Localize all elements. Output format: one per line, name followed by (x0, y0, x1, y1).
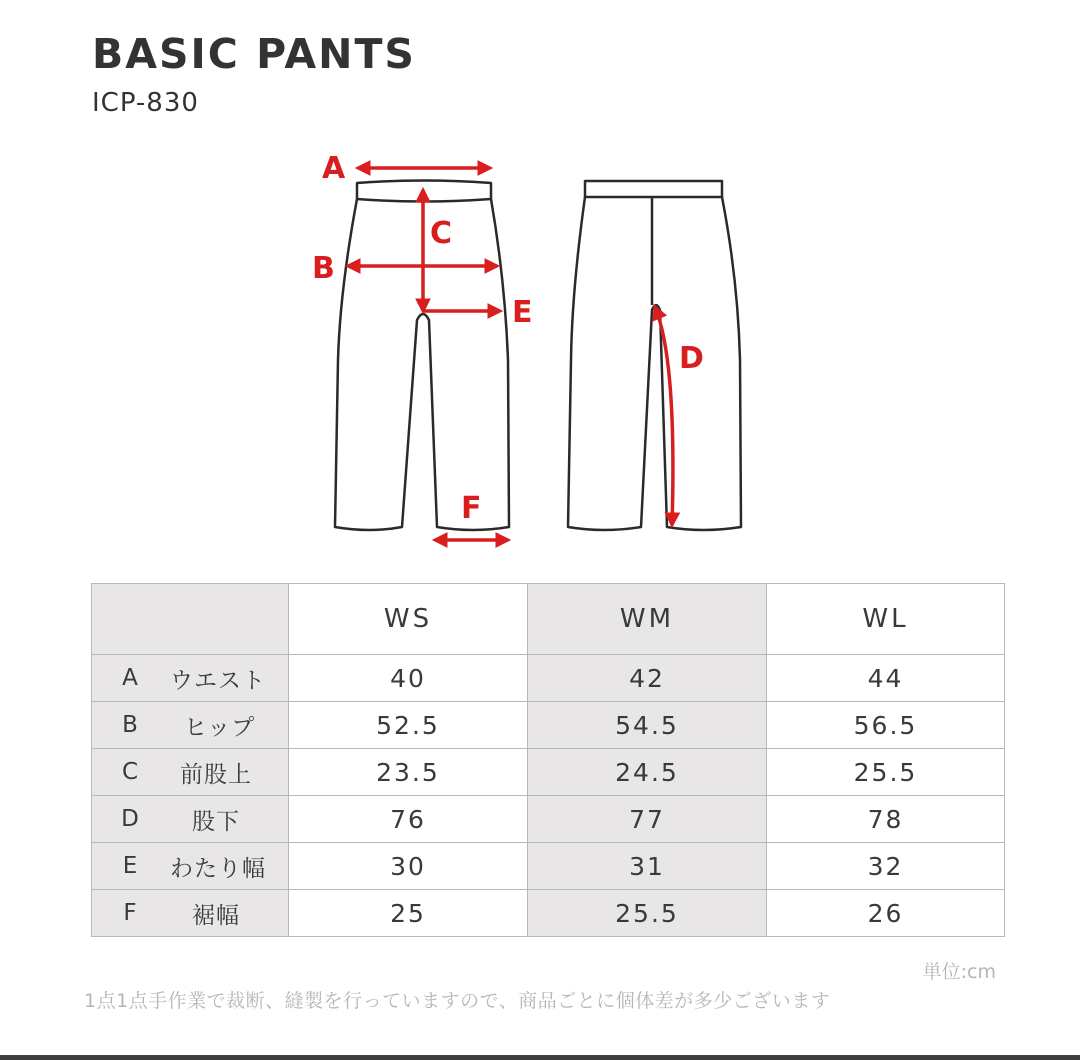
row-label (92, 890, 289, 937)
cell-value: 26 (767, 890, 1005, 937)
cell-value: 31 (528, 843, 767, 890)
cell-value: 78 (767, 796, 1005, 843)
header-empty-cell (92, 584, 289, 655)
row-key: F (123, 900, 139, 926)
label-f: F (461, 491, 482, 526)
row-label (92, 655, 289, 702)
row-label (92, 843, 289, 890)
measurement-arrows (348, 168, 673, 540)
row-key: C (121, 759, 141, 785)
label-a: A (322, 151, 346, 186)
row-label (92, 749, 289, 796)
table-row (92, 655, 1005, 702)
row-name: ウエスト (170, 667, 266, 694)
bottom-divider (0, 1055, 1080, 1060)
table-row (92, 843, 1005, 890)
cell-value: 42 (528, 655, 767, 702)
cell-value: 24.5 (528, 749, 767, 796)
row-name: ヒップ (184, 714, 256, 741)
row-key: B (122, 712, 140, 738)
table-row (92, 749, 1005, 796)
handmade-note: 1点1点手作業で裁断、縫製を行っていますので、商品ごとに個体差が多少ございます (84, 990, 831, 1012)
row-name: 前股上 (180, 761, 252, 788)
table-row (92, 796, 1005, 843)
cell-value: 25.5 (528, 890, 767, 937)
cell-value: 52.5 (289, 702, 528, 749)
row-name: 裾幅 (192, 902, 240, 929)
row-name: わたり幅 (170, 855, 266, 882)
cell-value: 56.5 (767, 702, 1005, 749)
table-row (92, 890, 1005, 937)
unit-label: 単位:cm (922, 961, 996, 983)
cell-value: 44 (767, 655, 1005, 702)
column-header-wm: WM (528, 584, 767, 655)
cell-value: 54.5 (528, 702, 767, 749)
pants-measurement-diagram (300, 140, 760, 560)
cell-value: 32 (767, 843, 1005, 890)
label-c: C (430, 216, 453, 251)
row-name: 股下 (192, 808, 240, 835)
cell-value: 40 (289, 655, 528, 702)
cell-value: 76 (289, 796, 528, 843)
row-key: A (122, 665, 140, 691)
label-d: D (679, 341, 704, 376)
column-header-wl: WL (767, 584, 1005, 655)
row-label (92, 702, 289, 749)
row-key: D (121, 806, 141, 832)
cell-value: 77 (528, 796, 767, 843)
cell-value: 25 (289, 890, 528, 937)
column-header-ws: WS (289, 584, 528, 655)
size-chart-table (91, 583, 1005, 937)
product-title: BASIC PANTS (92, 30, 416, 78)
row-key: E (122, 853, 140, 879)
cell-value: 25.5 (767, 749, 1005, 796)
label-e: E (512, 295, 533, 330)
product-code: ICP-830 (92, 88, 199, 118)
cell-value: 23.5 (289, 749, 528, 796)
table-row (92, 702, 1005, 749)
label-b: B (312, 251, 335, 286)
cell-value: 30 (289, 843, 528, 890)
table-header-row (92, 584, 1005, 655)
back-pants-outline (568, 181, 741, 530)
row-label (92, 796, 289, 843)
